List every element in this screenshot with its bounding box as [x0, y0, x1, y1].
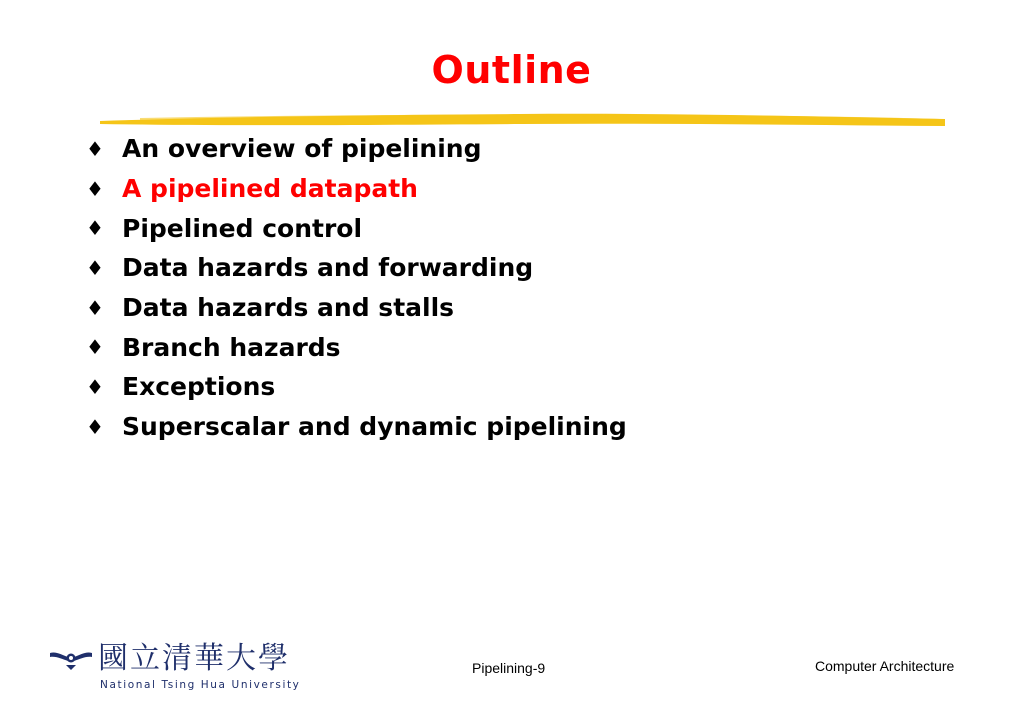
outline-item [82, 288, 627, 328]
outline-item [82, 327, 627, 367]
outline-item [82, 129, 627, 169]
outline-item-label: Superscalar and dynamic pipelining [122, 412, 627, 442]
outline-item [82, 367, 627, 407]
diamond-bullet-icon: ♦ [86, 176, 104, 201]
logo-chinese-text: 國立清華大學 [98, 641, 290, 676]
page-number: Pipelining-9 [472, 660, 546, 676]
outline-item [82, 248, 627, 288]
outline-item-label: Data hazards and stalls [122, 293, 455, 323]
outline-item [82, 208, 627, 248]
outline-item-label: Branch hazards [122, 332, 341, 362]
course-name: Computer Architecture [815, 658, 955, 674]
diamond-bullet-icon: ♦ [86, 255, 104, 280]
outline-item [82, 407, 627, 447]
diamond-bullet-icon: ♦ [86, 295, 104, 320]
outline-item [82, 169, 627, 209]
diamond-bullet-icon: ♦ [86, 136, 104, 161]
logo-english-text: National Tsing Hua University [100, 679, 301, 691]
outline-item-label: Exceptions [122, 372, 276, 402]
university-logo [48, 641, 301, 695]
outline-item-label: Pipelined control [122, 213, 363, 243]
diamond-bullet-icon: ♦ [86, 335, 104, 360]
slide-title: Outline [431, 48, 592, 92]
outline-list [82, 129, 627, 447]
outline-item-label: Data hazards and forwarding [122, 253, 534, 283]
diamond-bullet-icon: ♦ [86, 374, 104, 399]
outline-item-label: An overview of pipelining [122, 134, 482, 164]
nthu-emblem-icon [48, 647, 94, 671]
diamond-bullet-icon: ♦ [86, 216, 104, 241]
diamond-bullet-icon: ♦ [86, 414, 104, 439]
outline-item-label: A pipelined datapath [122, 174, 418, 204]
